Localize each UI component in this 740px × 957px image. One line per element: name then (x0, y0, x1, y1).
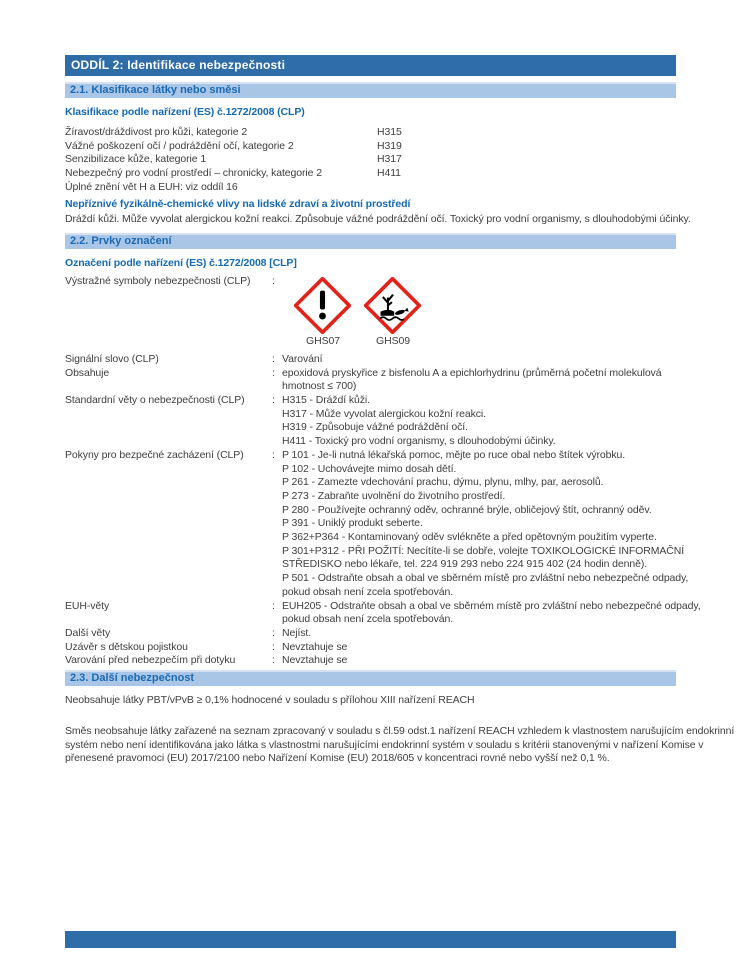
other-statements-label: Další věty (65, 626, 111, 639)
colon-separator: : (272, 626, 275, 639)
classification-row (65, 140, 676, 154)
contains-value (282, 367, 676, 394)
exclamation-mark-icon (294, 277, 351, 334)
value-line: P 301+P312 - PŘI POŽITÍ: Necítíte-li se dobře, volejte TOXIKOLOGICKÉ INFORMAČNÍ (282, 544, 685, 557)
h-code: H315 (377, 126, 402, 138)
page-content (65, 55, 735, 766)
colon-separator: : (272, 640, 275, 653)
value-line: P 101 - Je-li nutná lékařská pomoc, mějte po ruce obal nebo štítek výrobku. (282, 448, 626, 461)
value-line: pokud obsah není zcela spotřebován. (282, 585, 454, 598)
h-code: H319 (377, 139, 402, 152)
classification-row (65, 153, 676, 167)
value-line: Nevztahuje se (282, 640, 348, 653)
colon-separator: : (272, 654, 275, 667)
hazard-statements-value (282, 394, 676, 449)
value-line: P 501 - Odstraňte obsah a obal ve sběrném místě pro zvláštní nebo nebezpečné odpady, (282, 572, 689, 585)
value-line: pokud obsah není zcela spotřebován. (282, 613, 454, 626)
classification-row (65, 167, 676, 181)
value-line: P 261 - Zamezte vdechování prachu, dýmu, plynu, mlhy, par, aerosolů. (282, 476, 604, 489)
hazard-class-label: Nebezpečný pro vodní prostředí – chronicky, kategorie 2 (65, 167, 322, 180)
hazard-class-label: Vážné poškození očí / podráždění očí, kategorie 2 (65, 139, 294, 152)
colon-separator: : (272, 275, 275, 288)
page-footer-bar (65, 931, 676, 948)
classification-heading: Klasifikace podle nařízení (ES) č.1272/2008 (CLP) (65, 106, 305, 118)
paragraph-line: systém nebo není identifikována jako látka s vlastnostmi narušujícími endokrinní systém v souladu s kritérii stanovenými v nařízení Komise v (65, 738, 704, 751)
paragraph-line: Směs neobsahuje látky zařazené na seznam zpracovaný v souladu s čl.59 odst.1 nařízení REACH vzhledem k vlastnostem narušujícím endokrinní (65, 724, 735, 737)
adverse-effects-heading: Nepříznivé fyzikálně-chemické vlivy na lidské zdraví a životní prostředí (65, 197, 411, 210)
pictogram-group (294, 275, 676, 349)
tactile-warning-value (282, 654, 676, 668)
classification-note-row (65, 181, 676, 195)
environment-hazard-icon (364, 277, 421, 334)
colon-separator: : (272, 394, 275, 407)
value-line: P 273 - Zabraňte uvolnění do životního prostředí. (282, 489, 506, 502)
pbt-statement: Neobsahuje látky PBT/vPvB ≥ 0,1% hodnocené v souladu s přílohou XIII nařízení REACH (65, 694, 475, 707)
tactile-warning-label: Varování před nebezpečím při dotyku (65, 654, 236, 667)
ghs07-pictogram (294, 277, 352, 349)
value-line: Nevztahuje se (282, 654, 348, 667)
signal-word-value (282, 353, 676, 367)
section-2-header: ODDÍL 2: Identifikace nebezpečnosti (65, 55, 676, 76)
value-line: STŘEDISKO nebo lékaře, tel. 224 919 293 nebo 224 915 402 (24 hodin denně). (282, 558, 648, 571)
hazard-class-label: Žíravost/dráždivost pro kůži, kategorie 2 (65, 126, 248, 138)
value-line: Nejíst. (282, 626, 312, 639)
adverse-effects-text: Dráždí kůži. Může vyvolat alergickou kožní reakci. Způsobuje vážné podráždění očí. Toxický pro vodní organismy, s dlouhodobými účinky. (65, 212, 691, 225)
euh-statements-label: EUH-věty (65, 599, 110, 612)
child-resistant-closure-row (65, 641, 676, 655)
pictogram-code-label: GHS09 (376, 335, 410, 348)
signal-word-row (65, 353, 676, 367)
other-statements-row (65, 627, 676, 641)
precautionary-statements-label: Pokyny pro bezpečné zacházení (CLP) (65, 448, 244, 461)
value-line: H315 - Dráždí kůži. (282, 394, 370, 407)
endocrine-statement (65, 724, 735, 766)
labelling-heading: Označení podle nařízení (ES) č.1272/2008 [CLP] (65, 257, 297, 270)
value-line: H317 - Může vyvolat alergickou kožní reakci. (282, 407, 486, 420)
precautionary-statements-value (282, 449, 688, 600)
h-code: H411 (377, 167, 401, 180)
value-line: P 362+P364 - Kontaminovaný oděv svlékněte a před opětovným použitím vyperte. (282, 531, 657, 544)
colon-separator: : (272, 366, 275, 379)
hazard-class-label: Senzibilizace kůže, kategorie 1 (65, 153, 207, 166)
value-line: Varování (282, 352, 323, 365)
value-line: H319 - Způsobuje vážné podráždění očí. (282, 421, 468, 434)
value-line: P 102 - Uchovávejte mimo dosah dětí. (282, 462, 457, 475)
h-statements-note: Úplné znění vět H a EUH: viz oddíl 16 (65, 180, 238, 193)
pictograms-label: Výstražné symboly nebezpečnosti (CLP) (65, 275, 251, 288)
value-line: hmotnost ≤ 700) (282, 380, 357, 393)
euh-statements-value (282, 600, 701, 627)
value-line: epoxidová pryskyřice z bisfenolu A a epichlorhydrinu (průměrná početní molekulová (282, 366, 662, 379)
colon-separator: : (272, 599, 275, 612)
classification-table (65, 126, 676, 195)
section-2-3-header: 2.3. Další nebezpečnost (65, 670, 676, 686)
value-line: P 280 - Používejte ochranný oděv, ochranné brýle, obličejový štít, ochranný oděv. (282, 503, 652, 516)
contains-row (65, 367, 676, 394)
pictograms-value (282, 275, 676, 349)
pictogram-code-label: GHS07 (306, 335, 340, 348)
section-2-2-header: 2.2. Prvky označení (65, 233, 676, 249)
precautionary-statements-row (65, 448, 689, 600)
value-line: EUH205 - Odstraňte obsah a obal ve sběrném místě pro zvláštní nebo nebezpečné odpady, (282, 599, 701, 612)
contains-label: Obsahuje (65, 366, 110, 379)
value-line: P 391 - Uniklý produkt seberte. (282, 517, 423, 530)
hazard-statements-label: Standardní věty o nebezpečnosti (CLP) (65, 394, 245, 407)
tactile-warning-row (65, 654, 676, 668)
value-line: H411 - Toxický pro vodní organismy, s dlouhodobými účinky. (282, 435, 556, 448)
child-resistant-closure-label: Uzávěr s dětskou pojistkou (65, 640, 188, 653)
section-2-1-header: 2.1. Klasifikace látky nebo směsi (65, 82, 676, 98)
colon-separator: : (272, 352, 275, 365)
paragraph-line: přenesené pravomoci (EU) 2017/2100 nebo Nařízení Komise (EU) 2018/605 v koncentraci rovné nebo vyšší než 0,1 %. (65, 752, 610, 765)
h-code: H317 (377, 153, 402, 166)
pictograms-row (65, 275, 676, 349)
child-resistant-closure-value (282, 641, 676, 655)
euh-statements-row (65, 599, 701, 627)
ghs09-pictogram (364, 277, 422, 349)
colon-separator: : (272, 448, 275, 461)
classification-row (65, 126, 676, 140)
other-statements-value (282, 627, 676, 641)
signal-word-label: Signální slovo (CLP) (65, 352, 159, 365)
hazard-statements-row (65, 394, 676, 449)
